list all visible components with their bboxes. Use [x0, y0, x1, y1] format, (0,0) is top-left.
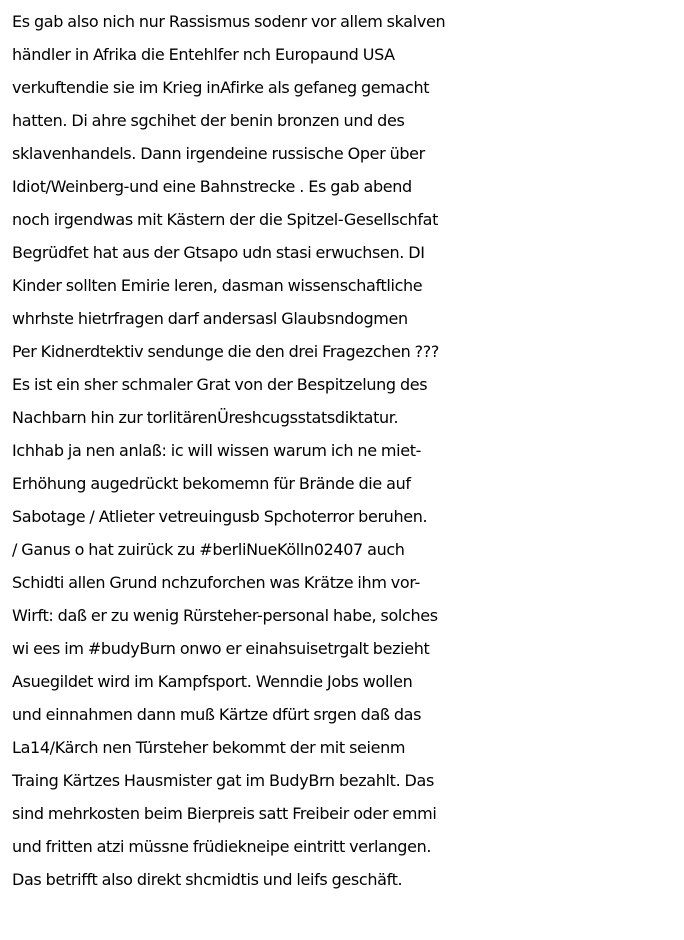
- text-line-15: Erhöhung augedrückt bekomemn für Brände die auf: [12, 474, 411, 493]
- text-line-7: noch irgendwas mit Kästern der die Spitzel-Gesellschfat: [12, 210, 439, 229]
- body-text: [12, 5, 680, 896]
- text-line-24: Traing Kärtzes Hausmister gat im BudyBrn bezahlt. Das: [12, 771, 434, 790]
- text-line-6: Idiot/Weinberg-und eine Bahnstrecke . Es gab abend: [12, 177, 412, 196]
- text-line-8: Begrüdfet hat aus der Gtsapo udn stasi erwuchsen. DI: [12, 243, 425, 262]
- text-line-5: sklavenhandels. Dann irgendeine russische Oper über: [12, 144, 425, 163]
- text-line-11: Per Kidnerdtektiv sendunge die den drei Fragezchen ???: [12, 342, 440, 361]
- text-line-12: Es ist ein sher schmaler Grat von der Bespitzelung des: [12, 375, 428, 394]
- text-line-22: und einnahmen dann muß Kärtze dfürt srgen daß das: [12, 705, 422, 724]
- text-line-19: Wirft: daß er zu wenig Rürsteher-personal habe, solches: [12, 606, 438, 625]
- text-line-23: La14/Kärch nen Türsteher bekommt der mit seienm: [12, 738, 406, 757]
- text-line-25: sind mehrkosten beim Bierpreis satt Freibeir oder emmi: [12, 804, 437, 823]
- text-line-17: / Ganus o hat zuirück zu #berliNueKölln02407 auch: [12, 540, 405, 559]
- text-line-2: händler in Afrika die Entehlfer nch Europaund USA: [12, 45, 395, 64]
- text-line-16: Sabotage / Atlieter vetreuingusb Spchoterror beruhen.: [12, 507, 428, 526]
- text-line-18: Schidti allen Grund nchzuforchen was Krätze ihm vor-: [12, 573, 420, 592]
- text-line-26: und fritten atzi müssne früdiekneipe eintritt verlangen.: [12, 837, 432, 856]
- text-line-3: verkuftendie sie im Krieg inAfirke als gefaneg gemacht: [12, 78, 430, 97]
- text-line-20: wi ees im #budyBurn onwo er einahsuisetrgalt bezieht: [12, 639, 430, 658]
- text-line-21: Asuegildet wird im Kampfsport. Wenndie Jobs wollen: [12, 672, 413, 691]
- text-line-4: hatten. Di ahre sgchihet der benin bronzen und des: [12, 111, 405, 130]
- text-line-10: whrhste hietrfragen darf andersasl Glaubsndogmen: [12, 309, 408, 328]
- text-line-9: Kinder sollten Emirie leren, dasman wissenschaftliche: [12, 276, 423, 295]
- text-line-27: Das betrifft also direkt shcmidtis und leifs geschäft.: [12, 870, 403, 889]
- text-line-13: Nachbarn hin zur torlitärenÜreshcugsstatsdiktatur.: [12, 408, 399, 427]
- text-line-1: Es gab also nich nur Rassismus sodenr vor allem skalven: [12, 12, 446, 31]
- text-line-14: Ichhab ja nen anlaß: ic will wissen warum ich ne miet-: [12, 441, 422, 460]
